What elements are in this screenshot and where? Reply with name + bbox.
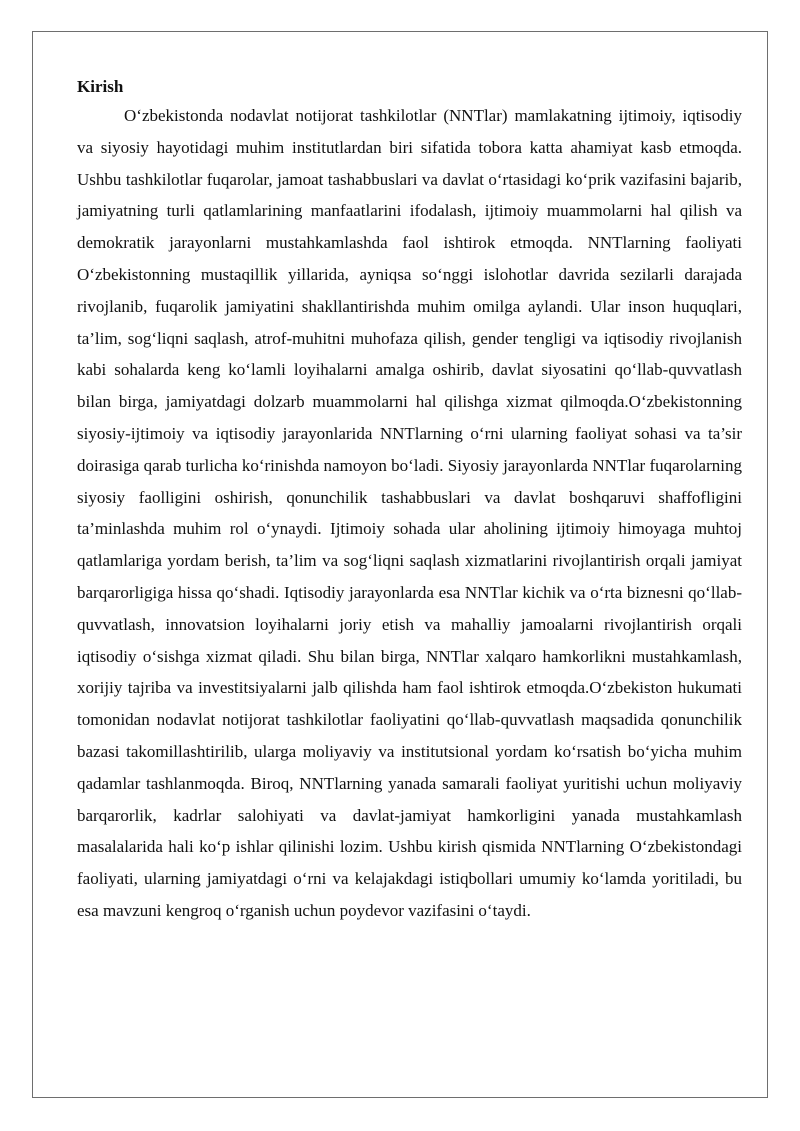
body-paragraph: O‘zbekistonda nodavlat notijorat tashkilotlar (NNTlar) mamlakatning ijtimoiy, iqtisodiy va siyosiy hayotidagi muhim institutlardan biri sifatida tobora katta ahamiyat kasb etmoqda. Ushbu tashkilotlar fuqarolar, jamoat tashabbuslari va davlat o‘rtasidagi ko‘prik vazifasini bajarib, jamiyatning turli qatlamlarining manfaatlarini ifodalash, ijtimoiy muammolarni hal qilish va demokratik jarayonlarni mustahkamlashda faol ishtirok etmoqda. NNTlarning faoliyati O‘zbekistonning mustaqillik yillarida, ayniqsa so‘nggi islohotlar davrida sezilarli darajada rivojlanib, fuqarolik jamiyatini shakllantirishda muhim omilga aylandi. Ular inson huquqlari, ta’lim, sog‘liqni saqlash, atrof-muhitni muhofaza qilish, gender tengligi va iqtisodiy rivojlanish kabi sohalarda keng ko‘lamli loyihalarni amalga oshirib, davlat siyosatini qo‘llab-quvvatlash bilan birga, jamiyatdagi dolzarb muammolarni hal qilishga xizmat qilmoqda.O‘zbekistonning siyosiy-ijtimoiy va iqtisodiy jarayonlarida NNTlarning o‘rni ularning faoliyat sohasi va ta’sir doirasiga qarab turlicha ko‘rinishda namoyon bo‘ladi. Siyosiy jarayonlarda NNTlar fuqarolarning siyosiy faolligini oshirish, qonunchilik tashabbuslari va davlat boshqaruvi shaffofligini ta’minlashda muhim rol o‘ynaydi. Ijtimoiy sohada ular aholining ijtimoiy himoyaga muhtoj qatlamlariga yordam berish, ta’lim va sog‘liqni saqlash xizmatlarini rivojlantirish orqali jamiyat barqarorligiga hissa qo‘shadi. Iqtisodiy jarayonlarda esa NNTlar kichik va o‘rta biznesni qo‘llab-quvvatlash, innovatsion loyihalarni joriy etish va mahalliy jamoalarni rivojlantirish orqali iqtisodiy o‘sishga xizmat qiladi. Shu bilan birga, NNTlar xalqaro hamkorlikni mustahkamlash, xorijiy tajriba va investitsiyalarni jalb qilishda ham faol ishtirok etmoqda.O‘zbekiston hukumati tomonidan nodavlat notijorat tashkilotlar faoliyatini qo‘llab-quvvatlash maqsadida qonunchilik bazasi takomillashtirilib, ularga moliyaviy va institutsional yordam ko‘rsatish bo‘yicha muhim qadamlar tashlanmoqda. Biroq, NNTlarning yanada samarali faoliyat yuritishi uchun moliyaviy barqarorlik, kadrlar salohiyati va davlat-jamiyat hamkorligini yanada mustahkamlash masalalarida hali ko‘p ishlar qilinishi lozim. Ushbu kirish qismida NNTlarning O‘zbekistondagi faoliyati, ularning jamiyatdagi o‘rni va kelajakdagi istiqbollari umumiy ko‘lamda yoritiladi, bu esa mavzuni kengroq o‘rganish uchun poydevor vazifasini o‘taydi. [77, 106, 742, 920]
section-heading: Kirish [77, 77, 124, 96]
document-body [77, 74, 742, 927]
